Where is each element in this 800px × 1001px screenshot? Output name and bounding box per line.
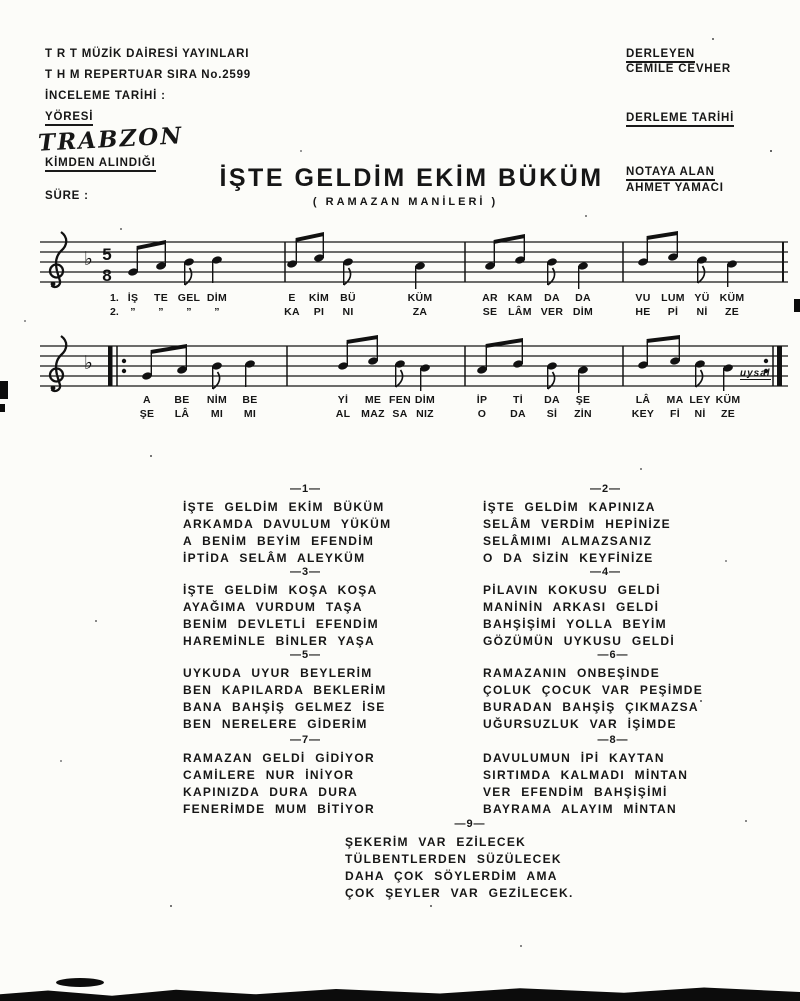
- beam: [647, 231, 678, 240]
- verse-number-heading: —1—: [289, 483, 322, 495]
- review-date-label: İNCELEME TARİHİ :: [45, 90, 166, 102]
- treble-clef-icon: [50, 232, 66, 287]
- lyric-syllable: E: [288, 292, 296, 304]
- lyric-syllable: Tİ: [513, 394, 523, 406]
- lyric-syllable: KÜM: [407, 292, 433, 304]
- lyric-syllable: BE: [174, 394, 190, 406]
- lyric-syllable: ”: [158, 306, 164, 318]
- lyric-syllable: KA: [284, 306, 300, 318]
- treble-clef-icon: [50, 336, 66, 391]
- lyric-syllable: GEL: [177, 292, 201, 304]
- repertoire-line: T H M REPERTUAR SIRA No.2599: [45, 69, 252, 81]
- verse-line: KAPINIZDA DURA DURA: [183, 785, 359, 799]
- lyric-syllable: SA: [392, 408, 408, 420]
- lyric-syllable: İŞ: [127, 292, 139, 304]
- verse-line: MANİNİN ARKASI GELDİ: [483, 600, 660, 614]
- verse-line: HAREMİNLE BİNLER YAŞA: [183, 634, 375, 648]
- lyric-syllable: ZA: [412, 306, 428, 318]
- verse-line: AYAĞIMA VURDUM TAŞA: [183, 600, 363, 614]
- verse-line: BAHŞİŞİMİ YOLLA BEYİM: [483, 617, 667, 631]
- lyric-syllable: ”: [186, 306, 192, 318]
- collector-label: DERLEYEN: [626, 48, 695, 63]
- lyric-syllable: YÜ: [694, 292, 710, 304]
- collection-date-label: DERLEME TARİHİ: [626, 112, 734, 127]
- lyric-syllable: MI: [243, 408, 257, 420]
- lyric-syllable: AR: [482, 292, 498, 304]
- lyric-syllable: ZİN: [574, 408, 592, 420]
- verse-line: ARKAMDA DAVULUM YÜKÜM: [183, 517, 392, 531]
- flat-sign-icon: ♭: [84, 352, 93, 374]
- flag: [698, 266, 705, 283]
- verse-number-heading: —9—: [454, 818, 486, 830]
- lyric-syllable: DİM: [572, 306, 594, 318]
- verse-line: BENİM DEVLETLİ EFENDİM: [183, 617, 379, 631]
- measure-notes: [637, 231, 738, 287]
- lyric-syllable: KEY: [631, 408, 655, 420]
- staff-1-notation: [40, 228, 788, 294]
- verse-line: BURADAN BAHŞİŞ ÇIKMAZSA: [483, 700, 699, 714]
- lyric-syllable: DİM: [414, 394, 436, 406]
- lyric-syllable: KÜM: [719, 292, 745, 304]
- lyric-syllable: PI: [313, 306, 325, 318]
- lyric-syllable: LÂ: [174, 408, 190, 420]
- verse-line: DAVULUMUN İPİ KAYTAN: [483, 751, 665, 765]
- lyric-syllable: FEN: [389, 394, 411, 406]
- scan-bottom-edge: [0, 986, 800, 1001]
- verse-line: İŞTE GELDİM KAPINIZA: [483, 500, 656, 514]
- verse-line: BEN NERELERE GİDERİM: [183, 717, 368, 731]
- lyric-syllable: ME: [364, 394, 382, 406]
- lyric-syllable: KAM: [507, 292, 533, 304]
- lyric-syllable: İP: [476, 394, 488, 406]
- staff-system-2: [40, 332, 788, 432]
- lyric-syllable: Nİ: [694, 408, 706, 420]
- lyric-syllable: A: [143, 394, 151, 406]
- verse-number-heading: —3—: [289, 566, 322, 578]
- svg-text:5: 5: [102, 245, 112, 264]
- verse-line: FENERİMDE MUM BİTİYOR: [183, 802, 375, 816]
- verse-line: UYKUDA UYUR BEYLERİM: [183, 666, 373, 680]
- lyric-syllable: LÂM: [508, 306, 532, 318]
- verse-line: SELÂM VERDİM HEPİNİZE: [483, 517, 671, 531]
- verse-block: [345, 818, 595, 902]
- verse-line: İŞTE GELDİM KOŞA KOŞA: [183, 583, 378, 597]
- verse-number-heading: —4—: [589, 566, 622, 578]
- lyric-syllable: BE: [242, 394, 258, 406]
- verse-line: SELÂMIMI ALMAZSANIZ: [483, 534, 653, 548]
- time-signature: [102, 245, 111, 285]
- lyric-verse-number: 2.: [110, 306, 119, 318]
- lyric-syllable: Sİ: [546, 408, 558, 420]
- verse-block: [183, 566, 428, 650]
- verse-line: BANA BAHŞİŞ GELMEZ İSE: [183, 700, 386, 714]
- verse-line: GÖZÜMÜN UYKUSU GELDİ: [483, 634, 675, 648]
- beam: [296, 232, 324, 242]
- verse-line: VER EFENDİM BAHŞİŞİMİ: [483, 785, 668, 799]
- notation-by-label: NOTAYA ALAN: [626, 166, 715, 181]
- source-person-label: KİMDEN ALINDIĞI: [45, 157, 156, 172]
- lyric-syllable: ZE: [724, 306, 740, 318]
- lyric-syllable: Fİ: [670, 408, 680, 420]
- verse-line: İPTİDA SELÂM ALEYKÜM: [183, 551, 366, 565]
- lyric-syllable: LUM: [661, 292, 685, 304]
- lyric-syllable: ZE: [720, 408, 736, 420]
- verse-number-heading: —8—: [597, 734, 629, 746]
- staff-lines: [40, 242, 788, 282]
- verse-line: BEN KAPILARDA BEKLERİM: [183, 683, 387, 697]
- lyric-syllable: MA: [666, 394, 684, 406]
- lyric-syllable: SE: [482, 306, 498, 318]
- verse-line: O DA SİZİN KEYFİNİZE: [483, 551, 654, 565]
- beam: [647, 335, 680, 343]
- verse-line: UĞURSUZLUK VAR İŞİMDE: [483, 717, 677, 731]
- lyric-syllable: KİM: [308, 292, 330, 304]
- lyric-syllable: NIZ: [416, 408, 434, 420]
- verse-line: ŞEKERİM VAR EZİLECEK: [345, 835, 527, 849]
- lyric-syllable: DİM: [206, 292, 228, 304]
- verse-block: [483, 734, 743, 818]
- collector-value: CEMİLE CEVHER: [626, 63, 731, 75]
- lyric-syllable: HE: [635, 306, 651, 318]
- lyric-syllable: ”: [214, 306, 220, 318]
- staff-2-notation: [40, 332, 788, 398]
- region-label: YÖRESİ: [45, 111, 93, 126]
- notation-by-value: AHMET YAMACI: [626, 182, 724, 194]
- lyric-syllable: ŞE: [575, 394, 591, 406]
- lyric-verse-number: 1.: [110, 292, 119, 304]
- publisher-line: T R T MÜZİK DAİRESİ YAYINLARI: [45, 48, 250, 60]
- flat-sign-icon: ♭: [84, 248, 93, 270]
- verse-block: [183, 649, 428, 733]
- lyric-syllable: ŞE: [139, 408, 155, 420]
- beam: [347, 335, 378, 344]
- scan-edge-mark: [794, 299, 800, 312]
- song-subtitle: ( RAMAZAN MANİLERİ ): [312, 196, 499, 208]
- verse-block: [183, 734, 428, 818]
- lyric-syllable: DA: [510, 408, 526, 420]
- verse-block: [483, 649, 743, 733]
- lyric-syllable: ”: [130, 306, 136, 318]
- verse-line: BAYRAMA ALAYIM MİNTAN: [483, 802, 677, 816]
- lyric-syllable: VU: [635, 292, 651, 304]
- notator-signature: uysal: [740, 368, 771, 379]
- verse-block: [183, 483, 428, 567]
- verse-number-heading: —6—: [597, 649, 629, 661]
- lyric-syllable: MI: [210, 408, 224, 420]
- verse-block: [483, 566, 728, 650]
- verse-line: SIRTIMDA KALMADI MİNTAN: [483, 768, 689, 782]
- duration-label: SÜRE :: [45, 190, 89, 202]
- lyric-syllable: DA: [575, 292, 591, 304]
- lyric-syllable: MAZ: [361, 408, 385, 420]
- lyric-syllable: KÜM: [715, 394, 741, 406]
- verse-number-heading: —2—: [589, 483, 622, 495]
- lyric-syllable: LÂ: [635, 394, 651, 406]
- lyric-syllable: NI: [342, 306, 354, 318]
- region-value-handwritten: TRABZON: [37, 122, 184, 157]
- lyric-syllable: Nİ: [696, 306, 708, 318]
- lyric-syllable: LEY: [689, 394, 711, 406]
- staff-system-1: [40, 228, 788, 328]
- verse-line: PİLAVIN KOKUSU GELDİ: [483, 583, 661, 597]
- verse-line: İŞTE GELDİM EKİM BÜKÜM: [183, 500, 385, 514]
- verse-block: [483, 483, 728, 567]
- lyric-syllable: VER: [540, 306, 564, 318]
- lyric-syllable: Yİ: [337, 394, 349, 406]
- svg-text:8: 8: [102, 266, 112, 285]
- scan-edge-mark: [0, 404, 5, 412]
- verse-line: ÇOLUK ÇOCUK VAR PEŞİMDE: [483, 683, 704, 697]
- verse-line: RAMAZANIN ONBEŞİNDE: [483, 666, 661, 680]
- flag: [696, 370, 703, 387]
- measure-notes: [286, 232, 426, 289]
- verse-line: RAMAZAN GELDİ GİDİYOR: [183, 751, 375, 765]
- measure-notes: [337, 335, 431, 391]
- verse-line: DAHA ÇOK SÖYLERDİM AMA: [345, 869, 558, 883]
- scan-edge-mark: [0, 381, 8, 399]
- measure-notes: [637, 335, 734, 391]
- lyric-syllable: Pİ: [667, 306, 679, 318]
- song-title: İŞTE GELDİM EKİM BÜKÜM: [219, 164, 604, 192]
- lyric-syllable: DA: [544, 394, 560, 406]
- lyric-syllable: AL: [335, 408, 351, 420]
- lyric-syllable: O: [477, 408, 487, 420]
- scan-blot: [56, 978, 104, 987]
- verse-line: CAMİLERE NUR İNİYOR: [183, 768, 355, 782]
- scan-noise: [0, 0, 2, 2]
- verse-number-heading: —7—: [289, 734, 322, 746]
- lyric-syllable: DA: [544, 292, 560, 304]
- verse-line: A BENİM BEYİM EFENDİM: [183, 534, 375, 548]
- verse-number-heading: —5—: [289, 649, 322, 661]
- verse-line: TÜLBENTLERDEN SÜZÜLECEK: [345, 852, 562, 866]
- flag: [396, 370, 403, 387]
- lyric-syllable: TE: [153, 292, 169, 304]
- lyric-syllable: NİM: [206, 394, 228, 406]
- verse-line: ÇOK ŞEYLER VAR GEZİLECEK.: [345, 886, 574, 900]
- lyric-syllable: BÜ: [340, 292, 356, 304]
